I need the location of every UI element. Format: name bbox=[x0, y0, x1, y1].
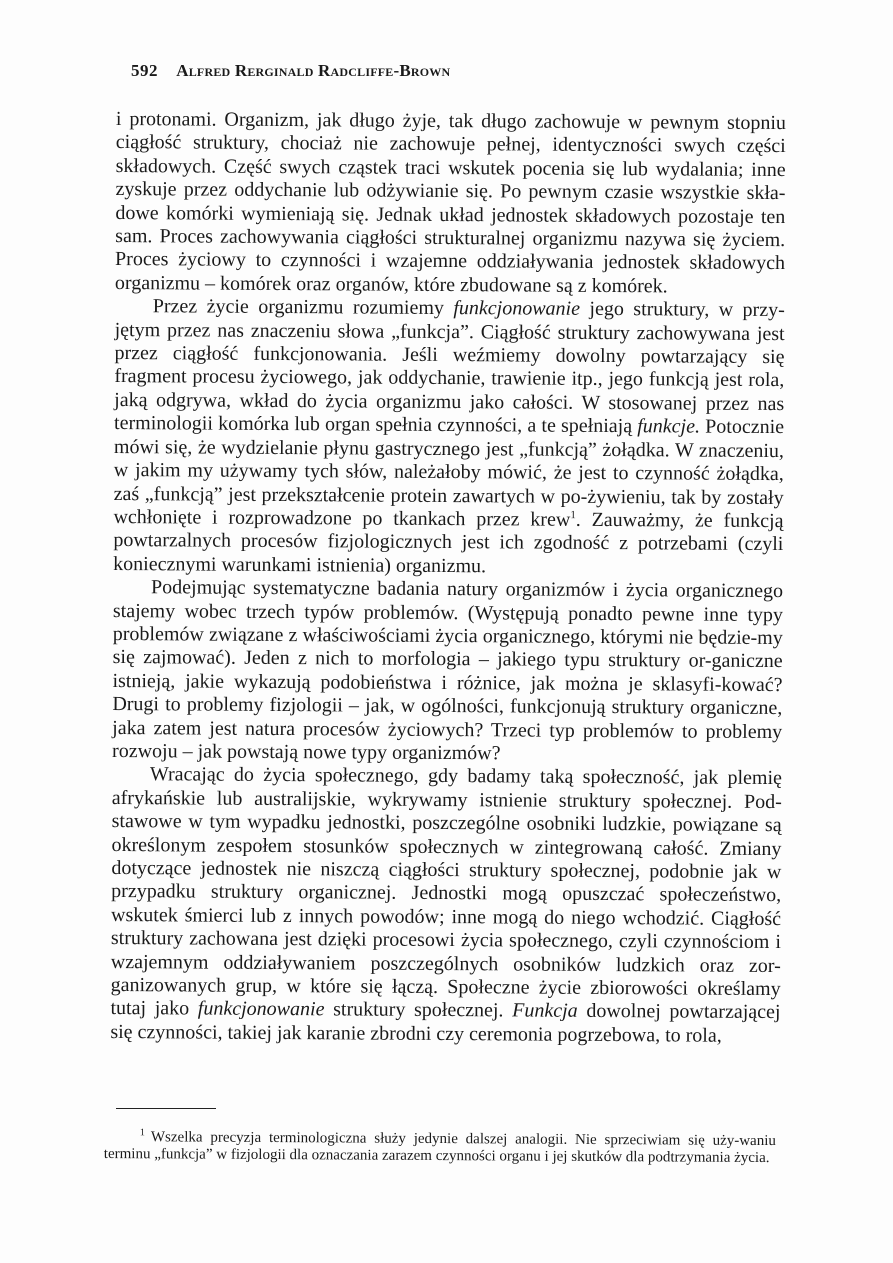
text-run: Wracając do życia społecznego, gdy badamy taką społeczność, jak plemię afrykańskie lub australijskie, wykrywamy istnienie struktury społecznej. Pod-stawowe w tym wypadku jednostki, poszczególne osobniki ludzkie, powiązane są określonym zespołem stosunków społecznych w zintegrowaną całość. Zmiany dotyczące jednostek nie niszczą ciągłości struktury społecznej, podobnie jak w przypadku struktury organicznej. Jednostki mogą opuszczać społeczeństwo, wskutek śmierci lub z innych powodów; inne mogą do niego wchodzić. Ciągłość struktury zachowana jest dzięki procesowi życia społecznego, czyli czynnościom i wzajemnym oddziaływaniem poszczególnych osobników ludzkich oraz zor-ganizowanych grup, w które się łączą. Społeczne życie zbiorowości określamy tutaj jako bbox=[110, 763, 782, 1020]
paragraph bbox=[113, 295, 785, 580]
italic-term: funkcje. bbox=[637, 415, 701, 438]
italic-term: Funkcja bbox=[512, 999, 578, 1023]
footnote-text: Wszelka precyzja terminologiczna służy jedynie dalszej analogii. Nie sprzeciwiam się uży-waniu terminu „funkcja” w fizjologii dla oznaczania zarazem czynności organu i jej skutków dla podtrzymania życia. bbox=[103, 1129, 776, 1167]
footnote-reference: 1 bbox=[570, 509, 576, 522]
italic-term: funkcjonowanie bbox=[197, 997, 325, 1021]
italic-term: funkcjonowanie bbox=[453, 297, 581, 321]
text-run: Potocznie mówi się, że wydzielanie płynu gastrycznego jest „funkcją” żołądka. W znaczeniu, w jakim my używamy tych słów, należałoby mówić, że jest to czynność żołądka, zaś „funkcją” jest przekształcenie protein zawartych w po-żywieniu, tak by zostały wchłonięte i rozprowadzone po tkankach przez krew bbox=[113, 415, 785, 531]
paragraph bbox=[112, 576, 783, 767]
footnote bbox=[104, 1124, 776, 1167]
footnote-separator bbox=[116, 1108, 216, 1109]
main-text bbox=[110, 108, 786, 1048]
paragraph bbox=[110, 763, 782, 1048]
text-run: dowolnej powtarzającej się czynności, takiej jak karanie zbrodni czy ceremonia pogrzebowa, to rola, bbox=[110, 1000, 781, 1047]
text-run: Przez życie organizmu rozumiemy bbox=[152, 295, 454, 320]
text-run: . Zauważmy, że funkcją powtarzalnych procesów fizjologicznych jest ich zgodność z potrzebami (czyli koniecznymi warunkami istnienia) organizmu. bbox=[113, 508, 784, 577]
text-run: jego struktury, w przy-jętym przez nas znaczeniu słowa „funkcja”. Ciągłość struktury zachowywana jest przez ciągłość funkcjonowania. Jeśli weźmiemy dowolny powtarzający się fragment procesu życiowego, jak oddychanie, trawienie itp., jego funkcją jest rola, jaką odgrywa, wkład do życia organizmu jako całości. W stosowanej przez nas terminologii komórka lub organ spełnia czynności, a te spełniają bbox=[114, 298, 785, 438]
page-number: 592 bbox=[131, 61, 158, 80]
paragraph bbox=[115, 108, 786, 299]
text-run: Podejmując systematyczne badania natury organizmów i życia organicznego stajemy wobec trzech typów problemów. (Występują ponadto pewne inne typy problemów związane z właściwościami życia organicznego, którymi nie będzie-my się zajmować). Jeden z nich to morfologia – jakiego typu struktury or-ganiczne istnieją, jakie wykazują podobieństwa i różnice, jak można je sklasyfi-kować? Drugi to problemy fizjologii – jak, w ogólności, funkcjonują struktury organiczne, jaka zatem jest natura procesów życiowych? Trzeci typ problemów to problemy rozwoju – jak powstają nowe typy organizmów? bbox=[112, 576, 784, 765]
footnote-mark: 1 bbox=[139, 1127, 145, 1139]
text-run: struktury społecznej. bbox=[324, 998, 513, 1022]
running-head-author: Alfred Rerginald Radcliffe-Brown bbox=[176, 61, 451, 80]
text-run: i protonami. Organizm, jak długo żyje, tak długo zachowuje w pewnym stopniu ciągłość struktury, chociaż nie zachowuje pełnej, identyczności swych części składowych. Część swych cząstek traci wskutek pocenia się lub wydalania; inne zyskuje przez oddychanie lub odżywianie się. Po pewnym czasie wszystkie skła-dowe komórki wymieniają się. Jednak układ jednostek składowych pozostaje ten sam. Proces zachowywania ciągłości strukturalnej organizmu nazywa się życiem. Proces życiowy to czynności i wzajemne oddziaływania jednostek składowych organizmu – komórek oraz organów, które zbudowane są z komórek. bbox=[114, 108, 786, 298]
running-header bbox=[131, 60, 791, 82]
